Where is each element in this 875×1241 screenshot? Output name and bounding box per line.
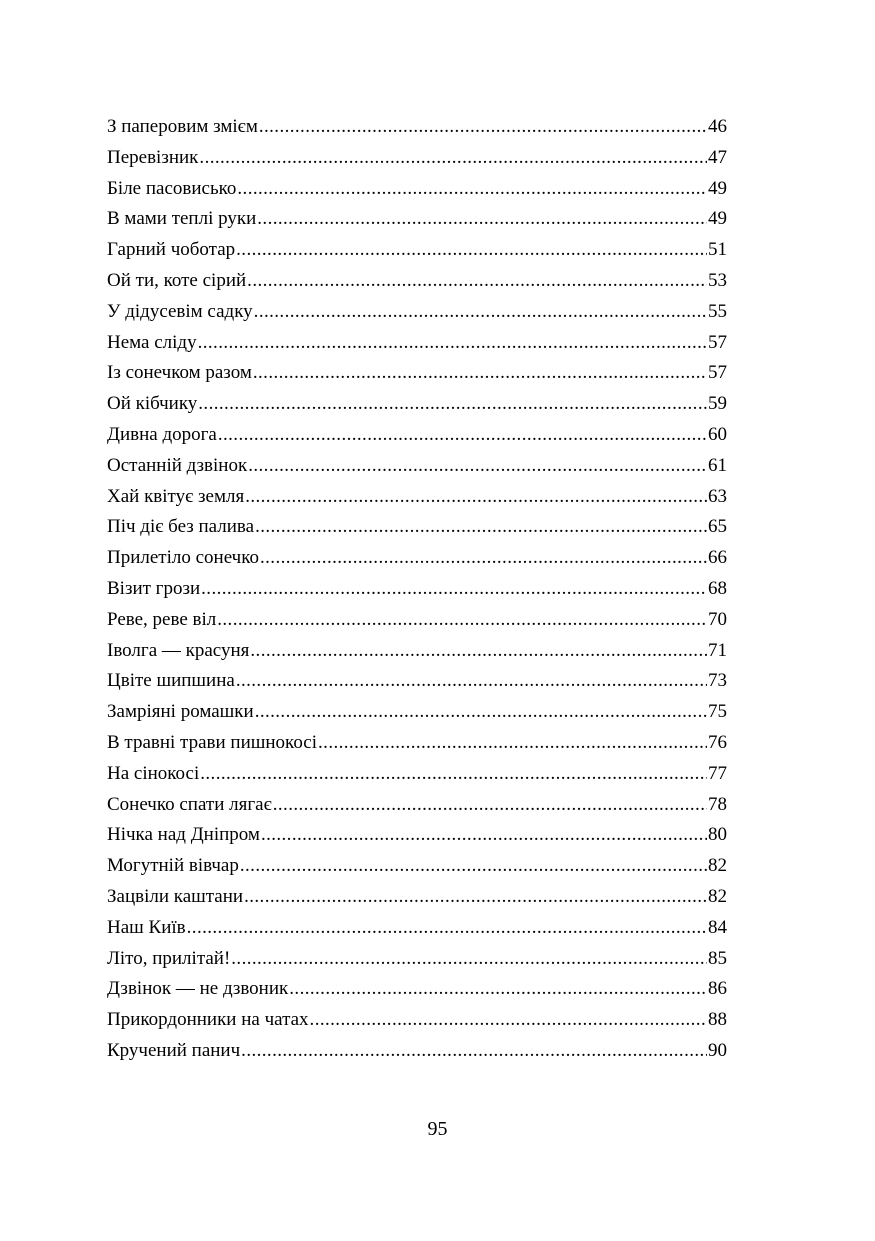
toc-entry-page: 75	[708, 701, 727, 723]
toc-dot-leader	[273, 790, 707, 821]
toc-dot-leader	[237, 174, 707, 205]
toc-entry	[107, 605, 727, 636]
toc-dot-leader	[218, 420, 707, 451]
page-number: 95	[427, 1118, 448, 1140]
toc-entry-page: 85	[708, 947, 727, 969]
toc-entry-title: В травні трави пишнокосі	[107, 731, 318, 753]
toc-entry	[107, 389, 727, 420]
toc-entry	[107, 1036, 727, 1067]
toc-entry-page: 73	[708, 670, 727, 692]
toc-entry	[107, 636, 727, 667]
toc-entry	[107, 328, 727, 359]
toc-entry	[107, 451, 727, 482]
toc-entry-title: Ой ти, коте сірий	[107, 269, 247, 291]
toc-entry-page: 68	[708, 577, 727, 599]
toc-entry-page: 70	[708, 608, 727, 630]
toc-entry	[107, 112, 727, 143]
toc-entry-title: Зацвіли каштани	[107, 885, 244, 907]
toc-dot-leader	[318, 728, 707, 759]
toc-entry-page: 57	[708, 331, 727, 353]
toc-entry-page: 71	[708, 639, 727, 661]
toc-entry-page: 46	[708, 116, 727, 137]
toc-dot-leader	[254, 297, 707, 328]
toc-entry	[107, 358, 727, 389]
toc-dot-leader	[255, 512, 707, 543]
toc-entry	[107, 174, 727, 205]
toc-entry-page: 77	[708, 762, 727, 784]
toc-entry-title: В мами теплі руки	[107, 208, 257, 230]
toc-entry-page: 88	[708, 1009, 727, 1031]
toc-entry	[107, 420, 727, 451]
table-of-contents	[107, 112, 727, 1067]
toc-dot-leader	[260, 543, 707, 574]
toc-entry-title: На сінокосі	[107, 762, 200, 784]
toc-dot-leader	[257, 204, 707, 235]
toc-entry-title: Прилетіло сонечко	[107, 547, 259, 569]
toc-entry-page: 63	[708, 485, 727, 507]
toc-entry-title: Піч діє без палива	[107, 516, 255, 538]
toc-entry-title: У дідусевім садку	[107, 300, 253, 322]
toc-entry-title: Хай квітує земля	[107, 485, 245, 507]
toc-dot-leader	[289, 974, 707, 1005]
toc-entry	[107, 882, 727, 913]
toc-entry-page: 49	[708, 177, 727, 199]
toc-entry	[107, 574, 727, 605]
toc-entry	[107, 851, 727, 882]
toc-dot-leader	[187, 913, 707, 944]
toc-entry	[107, 974, 727, 1005]
toc-entry-title: Сонечко спати лягає	[107, 793, 272, 815]
toc-entry-page: 84	[708, 916, 727, 938]
toc-dot-leader	[245, 482, 707, 513]
toc-entry	[107, 820, 727, 851]
toc-entry-title: Біле пасовисько	[107, 177, 237, 199]
toc-dot-leader	[248, 451, 707, 482]
toc-dot-leader	[255, 697, 707, 728]
toc-entry-title: Дивна дорога	[107, 423, 217, 445]
toc-entry-page: 60	[708, 423, 727, 445]
toc-entry-title: Останній дзвінок	[107, 454, 248, 476]
toc-entry-title: Нічка над Дніпром	[107, 824, 260, 846]
toc-entry-title: Літо, прилітай!	[107, 947, 231, 969]
toc-dot-leader	[236, 235, 707, 266]
toc-entry	[107, 728, 727, 759]
toc-entry	[107, 297, 727, 328]
toc-entry	[107, 204, 727, 235]
toc-entry-title: Із сонечком разом	[107, 362, 252, 384]
toc-entry-title: Ой кібчику	[107, 393, 198, 415]
toc-entry-title: Нема сліду	[107, 331, 197, 353]
toc-entry	[107, 666, 727, 697]
toc-entry-title: Іволга — красуня	[107, 639, 250, 661]
toc-entry-page: 90	[708, 1039, 727, 1061]
toc-entry-page: 82	[708, 855, 727, 877]
toc-entry-page: 51	[708, 239, 727, 261]
toc-entry-page: 49	[708, 208, 727, 230]
toc-entry-page: 80	[708, 824, 727, 846]
toc-dot-leader	[217, 605, 707, 636]
toc-entry-title: Візит грози	[107, 577, 201, 599]
toc-entry	[107, 143, 727, 174]
toc-entry-title: Гарний чоботар	[107, 239, 236, 261]
toc-entry-title: Кручений панич	[107, 1039, 241, 1061]
toc-entry-title: Прикордонники на чатах	[107, 1009, 309, 1031]
toc-entry-page: 57	[708, 362, 727, 384]
toc-dot-leader	[310, 1005, 707, 1036]
toc-entry	[107, 944, 727, 975]
toc-entry-title: Могутній вівчар	[107, 855, 239, 877]
toc-entry	[107, 1005, 727, 1036]
toc-entry	[107, 482, 727, 513]
toc-dot-leader	[198, 389, 707, 420]
toc-entry-title: Перевізник	[107, 146, 199, 168]
toc-entry	[107, 697, 727, 728]
toc-dot-leader	[241, 1036, 707, 1067]
toc-entry-page: 47	[708, 146, 727, 168]
toc-entry-title: Замріяні ромашки	[107, 701, 254, 723]
toc-entry-page: 66	[708, 547, 727, 569]
toc-dot-leader	[240, 851, 707, 882]
toc-dot-leader	[199, 143, 707, 174]
toc-entry	[107, 266, 727, 297]
toc-dot-leader	[253, 358, 707, 389]
toc-entry	[107, 235, 727, 266]
toc-entry-page: 61	[708, 454, 727, 476]
toc-entry-title: Дзвінок — не дзвоник	[107, 978, 289, 1000]
toc-entry-page: 78	[708, 793, 727, 815]
toc-entry	[107, 512, 727, 543]
toc-entry-page: 86	[708, 978, 727, 1000]
toc-entry-page: 59	[708, 393, 727, 415]
toc-entry	[107, 913, 727, 944]
toc-entry-title: Цвіте шипшина	[107, 670, 235, 692]
toc-entry	[107, 543, 727, 574]
toc-entry-title: Наш Київ	[107, 916, 186, 938]
toc-dot-leader	[259, 112, 707, 143]
toc-entry-page: 76	[708, 731, 727, 753]
toc-dot-leader	[250, 636, 707, 667]
toc-entry-title: Реве, реве віл	[107, 608, 217, 630]
toc-dot-leader	[261, 820, 707, 851]
toc-dot-leader	[201, 574, 707, 605]
toc-entry-page: 53	[708, 269, 727, 291]
toc-dot-leader	[247, 266, 707, 297]
toc-entry-page: 82	[708, 885, 727, 907]
toc-entry-title: З паперовим змієм	[107, 116, 258, 137]
toc-dot-leader	[198, 328, 707, 359]
toc-dot-leader	[200, 759, 707, 790]
toc-entry-page: 65	[708, 516, 727, 538]
toc-dot-leader	[244, 882, 707, 913]
toc-dot-leader	[231, 944, 707, 975]
toc-entry-page: 55	[708, 300, 727, 322]
toc-dot-leader	[236, 666, 707, 697]
toc-entry	[107, 759, 727, 790]
toc-entry	[107, 790, 727, 821]
